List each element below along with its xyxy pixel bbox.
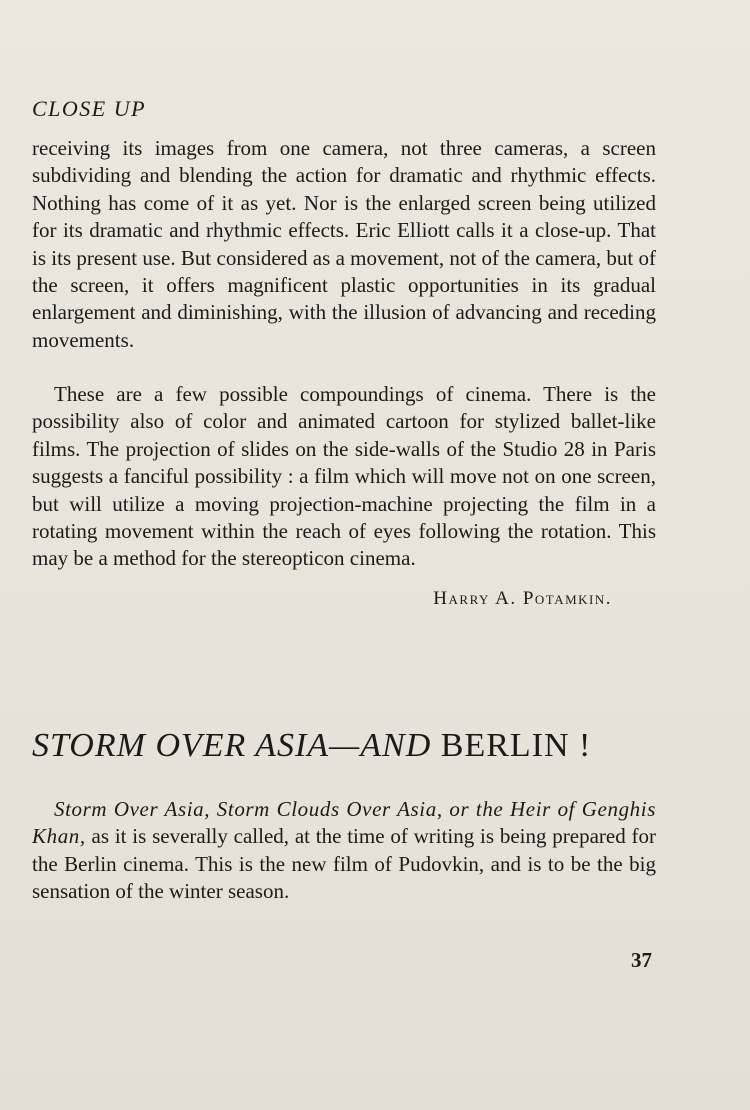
- page-number: 37: [631, 948, 652, 972]
- paragraph-continued: [32, 135, 656, 354]
- running-head: CLOSE UP: [32, 96, 147, 121]
- paragraph-storm-over-asia: [32, 796, 656, 906]
- paragraph-text: These are a few possible compoundings of cinema. There is the possibility also of color and animated cartoon for stylized ballet-like films. The projection of slides on the side-walls of the Studio 28 in Paris suggests a fanciful possibility : a film which will move not on one screen, but will utilize a moving projection-machine projecting the film in a rotating movement within the reach of eyes following the rotation. This may be a method for the stereopticon cinema.: [32, 382, 656, 571]
- paragraph-compoundings: [32, 381, 656, 573]
- paragraph-text: receiving its images from one camera, not three cameras, a screen subdividing and blending the action for dramatic and rhythmic effects. Nothing has come of it as yet. Nor is the enlarged screen being utilized for its dramatic and rhythmic effects. Eric Elliott calls it a close-up. That is its present use. But considered as a movement, not of the camera, but of the screen, it offers magnificent plastic opportunities in its gradual enlargement and diminishing, with the illusion of advancing and receding movements.: [32, 136, 656, 352]
- film-titles: Storm Over Asia, Storm Clouds Over Asia, or the Heir of Genghis Khan,: [32, 797, 656, 849]
- section-title: [32, 727, 672, 765]
- paragraph-rest: as it is severally called, at the time of writing is being prepared for the Berlin cinema. This is the new film of Pudovkin, and is to be the big sensation of the winter season.: [32, 824, 656, 904]
- paragraph-text: [32, 796, 656, 906]
- author-signature: Harry A. Potamkin.: [433, 588, 612, 609]
- section-title-italic: STORM OVER ASIA—AND: [32, 727, 432, 764]
- section-title-roman: BERLIN !: [440, 727, 592, 764]
